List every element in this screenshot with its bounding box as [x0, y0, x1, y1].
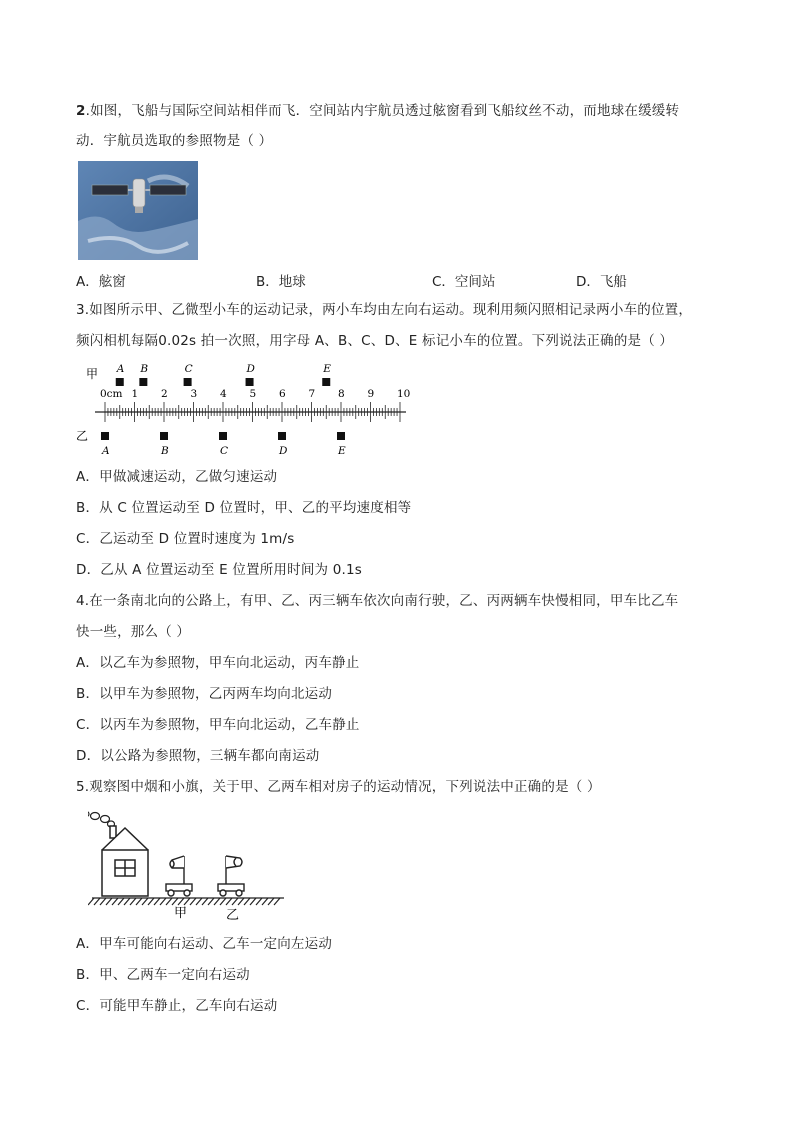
- car-yi-position-label: C: [220, 445, 229, 457]
- car-jia-position-mark: [139, 378, 147, 386]
- ground-hatch: [88, 898, 284, 905]
- q2-option-a[interactable]: A．舷窗: [76, 274, 126, 290]
- car-jia-icon: [166, 856, 192, 896]
- hatch-line: [184, 898, 190, 905]
- hatch-line: [160, 898, 166, 905]
- q3-stem-line1: 3.如图所示甲、乙微型小车的运动记录，两小车均由左向右运动。现利用频闪照相记录两小车的位置，: [76, 302, 693, 318]
- hatch-line: [196, 898, 202, 905]
- q5-option-b[interactable]: B．甲、乙两车一定向右运动: [76, 967, 250, 983]
- ruler-tick-label: 4: [220, 388, 227, 400]
- car-yi-position-label: B: [161, 445, 169, 457]
- ruler-scale: [95, 388, 410, 422]
- car-jia-label: 甲: [174, 906, 188, 921]
- car-jia-position-label: E: [323, 363, 331, 375]
- ruler-tick-label: 6: [279, 388, 286, 400]
- car-yi-icon: [218, 856, 244, 896]
- q3-option-c[interactable]: C．乙运动至 D 位置时速度为 1m/s: [76, 531, 295, 547]
- hatch-line: [268, 898, 274, 905]
- hatch-line: [142, 898, 148, 905]
- hatch-line: [220, 898, 226, 905]
- spacecraft-photo: [78, 161, 198, 264]
- q3-option-a[interactable]: A．甲做减速运动，乙做匀速运动: [76, 469, 278, 485]
- hatch-line: [112, 898, 118, 905]
- hatch-line: [214, 898, 220, 905]
- hatch-line: [226, 898, 232, 905]
- q2-options: [76, 270, 716, 288]
- q5-stem-line1: 5.观察图中烟和小旗，关于甲、乙两车相对房子的运动情况，下列说法中正确的是（ ）: [76, 779, 601, 795]
- q2-stem-text: .如图，飞船与国际空间站相伴而飞．空间站内宇航员透过舷窗看到飞船纹丝不动，而地球在缓缓转: [85, 103, 680, 119]
- car-yi-position-mark: [278, 432, 286, 440]
- hatch-line: [250, 898, 256, 905]
- q3-stem-line2: 频闪相机每隔0.02s 拍一次照，用字母 A、B、C、D、E 标记小车的位置。下列说法正确的是（ ）: [76, 333, 674, 349]
- hatch-line: [190, 898, 196, 905]
- q5-house-flags-figure: [88, 808, 288, 928]
- ruler-tick-label: 9: [367, 388, 375, 400]
- car-jia-position-label: D: [246, 363, 255, 375]
- hatch-line: [124, 898, 130, 905]
- q2-option-d[interactable]: D．飞船: [576, 274, 627, 290]
- car-yi-position-label: D: [279, 445, 288, 457]
- q5-option-c[interactable]: C．可能甲车静止，乙车向右运动: [76, 998, 278, 1014]
- hatch-line: [106, 898, 112, 905]
- q2-stem-line2: 动．宇航员选取的参照物是（ ）: [76, 133, 273, 149]
- car-jia-position-label: A: [116, 363, 125, 375]
- hatch-line: [172, 898, 178, 905]
- car-yi-position-mark: [337, 432, 345, 440]
- ruler-tick-label: 1: [131, 388, 139, 400]
- car-jia-position-mark: [116, 378, 124, 386]
- ruler-tick-label: 7: [308, 388, 316, 400]
- ruler-tick-label: 5: [249, 388, 257, 400]
- q4-option-d[interactable]: D．以公路为参照物，三辆车都向南运动: [76, 748, 320, 764]
- car-yi-position-mark: [219, 432, 227, 440]
- q3-ruler-figure: [76, 360, 416, 462]
- q4-option-c[interactable]: C．以丙车为参照物，甲车向北运动，乙车静止: [76, 717, 360, 733]
- car-yi-label: 乙: [226, 908, 240, 923]
- q5-option-a[interactable]: A．甲车可能向右运动、乙车一定向左运动: [76, 936, 333, 952]
- ruler-tick-label: 8: [338, 388, 345, 400]
- car-jia-position-mark: [184, 378, 192, 386]
- hatch-line: [100, 898, 106, 905]
- hatch-line: [166, 898, 172, 905]
- smoke-icon: [88, 811, 115, 827]
- hatch-line: [118, 898, 124, 905]
- car-jia-position-mark: [322, 378, 330, 386]
- car-jia-position-label: C: [184, 363, 193, 375]
- q4-option-a[interactable]: A．以乙车为参照物，甲车向北运动，丙车静止: [76, 655, 360, 671]
- car-yi-position-mark: [101, 432, 109, 440]
- house-icon: [102, 826, 148, 896]
- q3-option-b[interactable]: B．从 C 位置运动至 D 位置时，甲、乙的平均速度相等: [76, 500, 412, 516]
- hatch-line: [262, 898, 268, 905]
- car-yi-position-label: A: [102, 445, 110, 457]
- ruler-unit-label: 0cm: [100, 388, 123, 400]
- hatch-line: [154, 898, 160, 905]
- row-label-top: 甲: [86, 367, 99, 381]
- hatch-line: [88, 898, 94, 905]
- hatch-line: [232, 898, 238, 905]
- q3-option-d[interactable]: D．乙从 A 位置运动至 E 位置所用时间为 0.1s: [76, 562, 363, 578]
- hatch-line: [238, 898, 244, 905]
- hatch-line: [244, 898, 250, 905]
- hatch-line: [178, 898, 184, 905]
- row-label-bottom: 乙: [76, 429, 89, 443]
- car-jia-position-mark: [246, 378, 254, 386]
- hatch-line: [136, 898, 142, 905]
- ruler-tick-label: 3: [190, 388, 198, 400]
- hatch-line: [130, 898, 136, 905]
- car-yi-position-mark: [160, 432, 168, 440]
- car-jia-position-label: B: [140, 363, 149, 375]
- hatch-line: [208, 898, 214, 905]
- q2-option-c[interactable]: C．空间站: [432, 274, 496, 290]
- q2-stem-line1: [76, 102, 679, 120]
- q4-stem-line1: 4.在一条南北向的公路上，有甲、乙、丙三辆车依次向南行驶，乙、丙两辆车快慢相同，甲车比乙车: [76, 593, 679, 609]
- q2-option-b[interactable]: B．地球: [256, 274, 306, 290]
- hatch-line: [94, 898, 100, 905]
- hatch-line: [202, 898, 208, 905]
- q4-option-b[interactable]: B．以甲车为参照物，乙丙两车均向北运动: [76, 686, 333, 702]
- hatch-line: [274, 898, 280, 905]
- hatch-line: [256, 898, 262, 905]
- car-yi-position-label: E: [338, 445, 346, 457]
- ruler-tick-label: 10: [397, 388, 411, 400]
- q4-stem-line2: 快一些，那么（ ）: [76, 624, 191, 640]
- q2-number: 2: [76, 103, 86, 119]
- ruler-tick-label: 2: [161, 388, 168, 400]
- hatch-line: [148, 898, 154, 905]
